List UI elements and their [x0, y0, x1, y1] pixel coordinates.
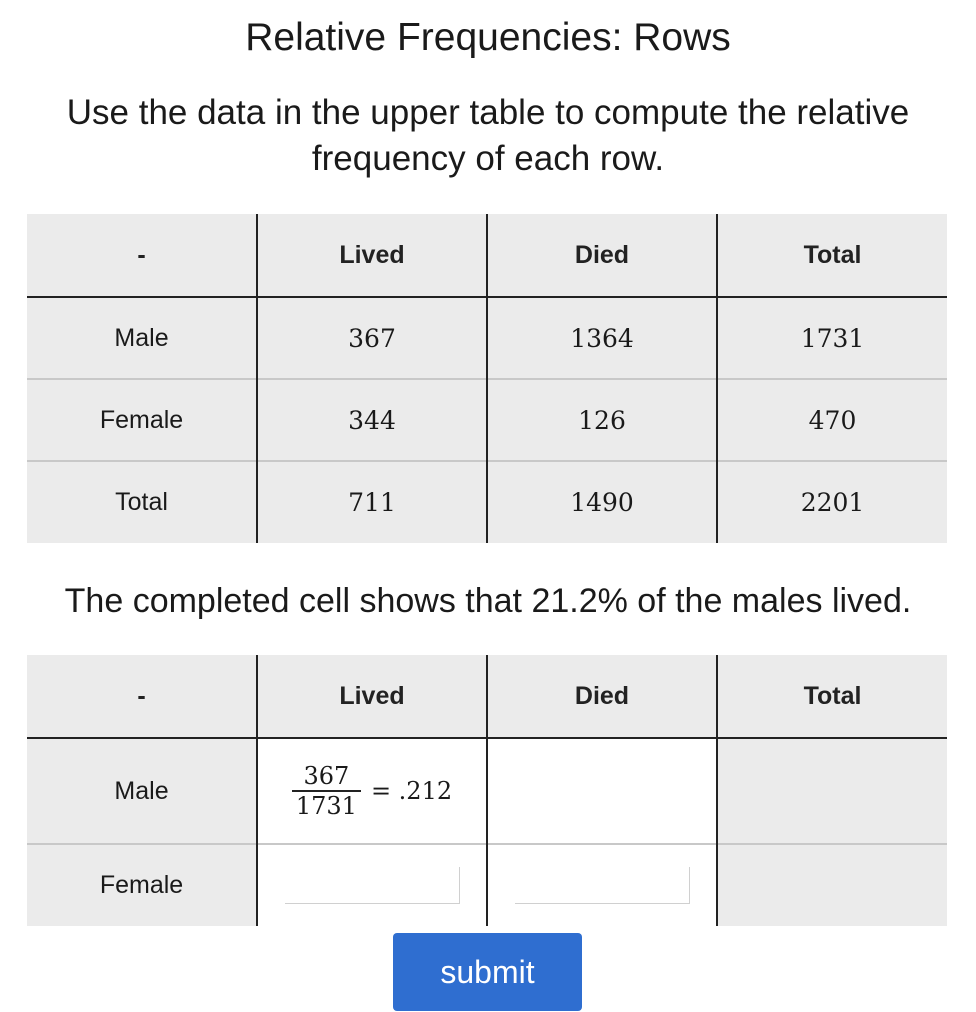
- page-title: Relative Frequencies: Rows: [245, 16, 731, 59]
- table-header-row: [27, 655, 947, 738]
- header-lived: Lived: [257, 214, 487, 297]
- cell-male-lived-frequency: [257, 738, 487, 844]
- cell-male-died-frequency[interactable]: [487, 738, 717, 844]
- cell-female-lived: 344: [257, 379, 487, 461]
- fraction-denominator: 1731: [295, 792, 357, 820]
- header-died: Died: [487, 214, 717, 297]
- table-row: [27, 461, 947, 543]
- cell-female-total-frequency: [717, 844, 947, 926]
- header-corner: -: [137, 240, 146, 269]
- cell-total-died: 1490: [487, 461, 717, 543]
- instructions-text: Use the data in the upper table to compute the relative frequency of each row.: [66, 93, 910, 178]
- row-label-female: Female: [99, 871, 184, 899]
- cell-female-total: 470: [717, 379, 947, 461]
- table-row: [27, 738, 947, 844]
- cell-total-total: 2201: [717, 461, 947, 543]
- cell-female-lived-frequency: [257, 844, 487, 926]
- cell-male-died: 1364: [487, 297, 717, 379]
- header-died: Died: [487, 655, 717, 738]
- cell-male-total: 1731: [717, 297, 947, 379]
- upper-data-table: [27, 214, 947, 543]
- header-lived: Lived: [257, 655, 487, 738]
- row-label-total: Total: [115, 488, 168, 516]
- table-row: [27, 844, 947, 926]
- cell-male-total-frequency: [717, 738, 947, 844]
- cell-female-died: 126: [487, 379, 717, 461]
- table-header-row: [27, 214, 947, 297]
- female-lived-input[interactable]: [285, 867, 460, 904]
- cell-male-lived: 367: [257, 297, 487, 379]
- table-row: [27, 379, 947, 461]
- completed-cell-note: The completed cell shows that 21.2% of the males lived.: [64, 582, 912, 620]
- cell-female-died-frequency: [487, 844, 717, 926]
- header-corner: -: [137, 681, 146, 710]
- cell-total-lived: 711: [257, 461, 487, 543]
- submit-button[interactable]: submit: [393, 933, 582, 1011]
- row-label-female: Female: [99, 405, 184, 434]
- row-label-male: Male: [114, 776, 169, 805]
- row-label-male: Male: [114, 323, 169, 352]
- fraction-result: = .212: [370, 777, 453, 805]
- table-row: [27, 297, 947, 379]
- header-total: Total: [717, 655, 947, 738]
- fraction-numerator: 367: [303, 762, 350, 790]
- relative-frequency-table: [27, 655, 947, 926]
- fraction: [292, 762, 361, 820]
- header-total: Total: [717, 214, 947, 297]
- female-died-input[interactable]: [515, 867, 690, 904]
